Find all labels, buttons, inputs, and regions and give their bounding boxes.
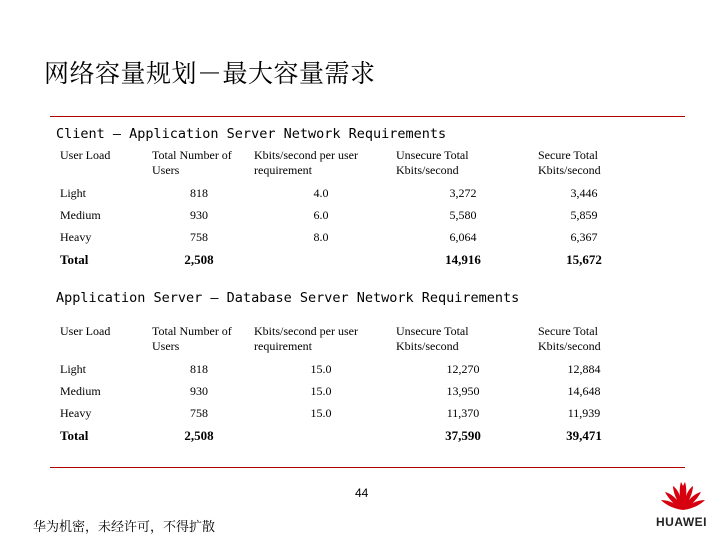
table-header-row: [56, 146, 634, 182]
cell-secure: 14,648: [567, 383, 601, 398]
header-unsecure-total: Unsecure Total Kbits/second: [396, 324, 469, 353]
cell-load: Heavy: [60, 229, 92, 244]
cell-load: Light: [60, 361, 86, 376]
cell-total-kbits: [250, 424, 392, 448]
header-secure-total: Secure Total Kbits/second: [538, 148, 601, 177]
cell-total-unsecure: 37,590: [445, 428, 481, 443]
header-unsecure-total: Unsecure Total Kbits/second: [396, 148, 469, 177]
bottom-divider: [50, 467, 685, 468]
table-row: [56, 182, 634, 204]
cell-secure: 12,884: [567, 361, 601, 376]
cell-secure: 5,859: [570, 207, 598, 222]
cell-kbits-per-user: 4.0: [313, 185, 329, 200]
cell-kbits-per-user: 15.0: [310, 405, 332, 420]
cell-kbits-per-user: 15.0: [310, 383, 332, 398]
table-row: [56, 402, 634, 424]
cell-users: 930: [190, 383, 208, 398]
cell-secure: 3,446: [570, 185, 598, 200]
cell-total-secure: 15,672: [566, 252, 602, 267]
client-app-requirements-table: [56, 146, 634, 272]
header-user-load: User Load: [60, 148, 111, 162]
total-row: [56, 248, 634, 272]
cell-users: 930: [190, 207, 208, 222]
cell-total-users: 2,508: [184, 428, 214, 443]
cell-total-unsecure: 14,916: [445, 252, 481, 267]
header-kbits-per-user: Kbits/second per user requirement: [254, 324, 358, 353]
cell-load: Heavy: [60, 405, 92, 420]
cell-users: 758: [190, 229, 208, 244]
header-secure-total: Secure Total Kbits/second: [538, 324, 601, 353]
cell-total-users: 2,508: [184, 252, 214, 267]
logo-wordmark: HUAWEI: [656, 515, 707, 529]
total-row: [56, 424, 634, 448]
cell-unsecure: 6,064: [449, 229, 477, 244]
cell-kbits-per-user: 8.0: [313, 229, 329, 244]
cell-total-label: Total: [60, 428, 89, 443]
cell-users: 758: [190, 405, 208, 420]
cell-unsecure: 5,580: [449, 207, 477, 222]
table-row: [56, 226, 634, 248]
cell-total-kbits: [250, 248, 392, 272]
cell-users: 818: [190, 361, 208, 376]
cell-unsecure: 13,950: [446, 383, 480, 398]
cell-total-secure: 39,471: [566, 428, 602, 443]
page-title: 网络容量规划－最大容量需求: [44, 59, 376, 88]
page-number: 44: [355, 486, 369, 500]
cell-kbits-per-user: 6.0: [313, 207, 329, 222]
cell-unsecure: 11,370: [446, 405, 480, 420]
confidentiality-footer: 华为机密，未经许可，不得扩散: [33, 520, 216, 535]
cell-secure: 6,367: [570, 229, 598, 244]
table-row: [56, 204, 634, 226]
cell-total-label: Total: [60, 252, 89, 267]
table-header-row: [56, 322, 634, 358]
cell-load: Medium: [60, 207, 101, 222]
table2-title: Application Server – Database Server Network Requirements: [56, 290, 520, 306]
header-total-users: Total Number of Users: [152, 148, 232, 177]
cell-unsecure: 3,272: [449, 185, 477, 200]
header-kbits-per-user: Kbits/second per user requirement: [254, 148, 358, 177]
app-db-requirements-table: [56, 322, 634, 448]
table1-title: Client – Application Server Network Requirements: [56, 126, 447, 142]
cell-unsecure: 12,270: [446, 361, 480, 376]
header-user-load: User Load: [60, 324, 111, 338]
cell-kbits-per-user: 15.0: [310, 361, 332, 376]
table-row: [56, 358, 634, 380]
table-row: [56, 380, 634, 402]
header-total-users: Total Number of Users: [152, 324, 232, 353]
cell-load: Medium: [60, 383, 101, 398]
cell-users: 818: [190, 185, 208, 200]
cell-load: Light: [60, 185, 86, 200]
top-divider: [50, 116, 685, 117]
cell-secure: 11,939: [567, 405, 601, 420]
